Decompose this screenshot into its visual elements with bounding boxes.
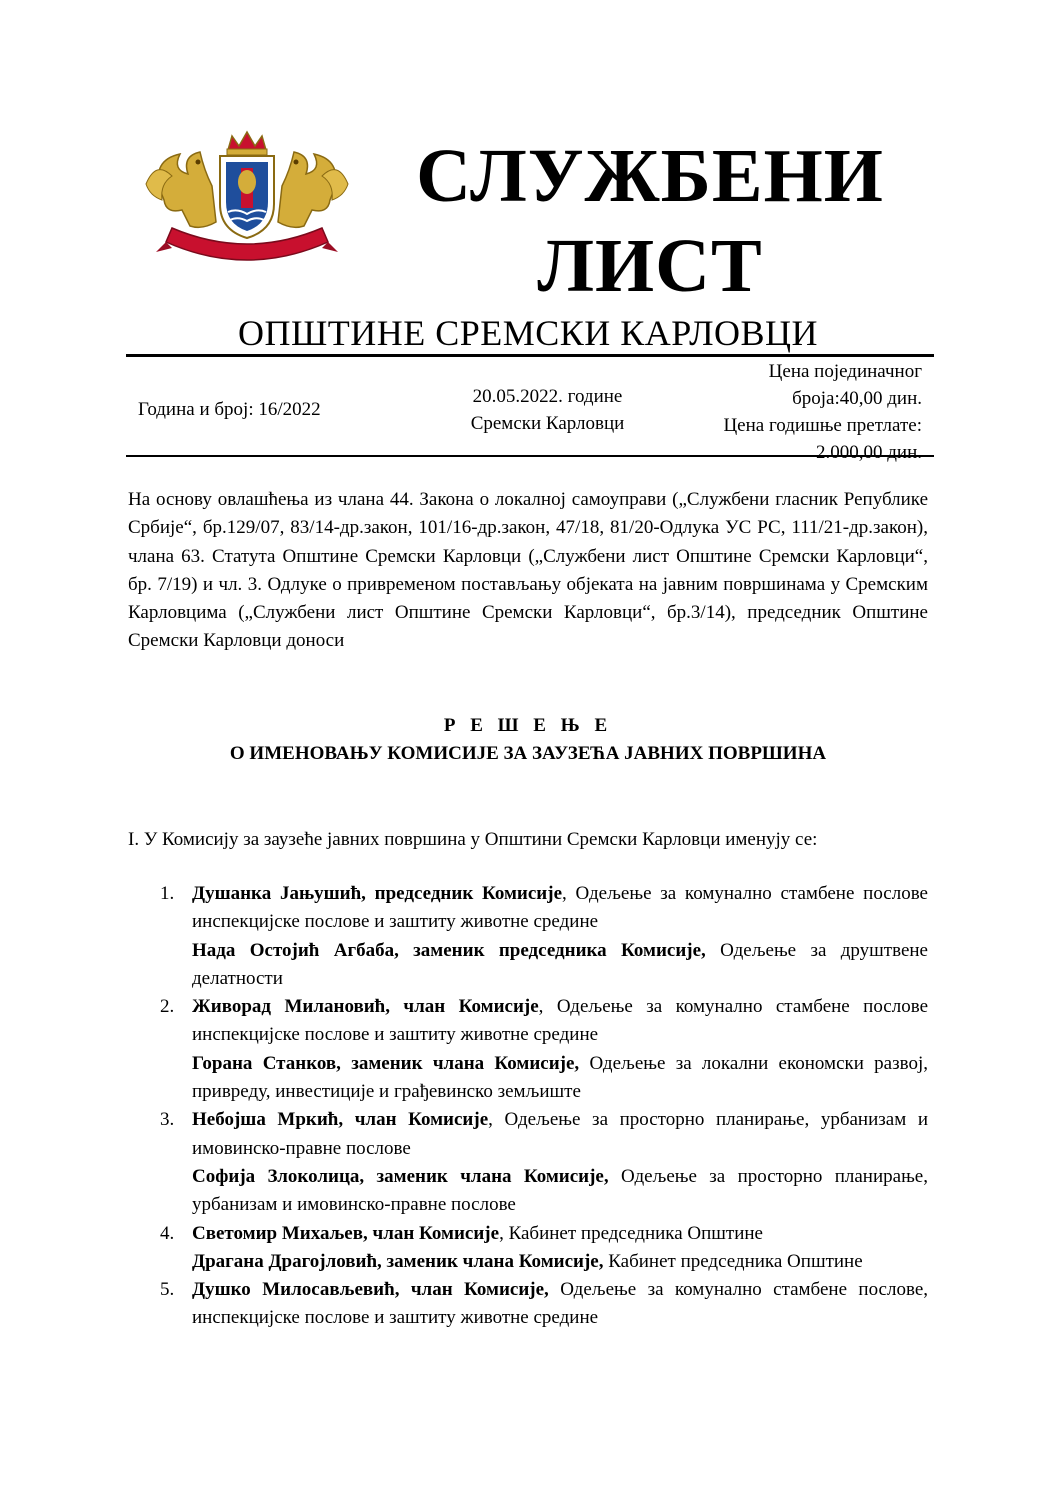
member-line <box>192 1106 928 1163</box>
decision-subheading: О ИМЕНОВАЊУ КОМИСИЈЕ ЗА ЗАУЗЕЋА ЈАВНИХ ПОВРШИНА <box>229 743 827 764</box>
deputy-line <box>192 937 928 994</box>
list-item <box>128 1106 928 1219</box>
member-dept: , Одељење за комунално стамбене послове инспекцијске послове и заштиту животне средине <box>192 996 929 1046</box>
date-place <box>440 383 655 437</box>
section-one-text: I. У Комисију за заузеће јавних површина у Општини Сремски Карловци именују се: <box>128 829 818 850</box>
member-dept: Одељење за комунално стамбене послове, инспекцијске послове и заштиту животне средине <box>192 1279 928 1329</box>
member-dept: , Кабинет председника Општине <box>499 1222 763 1244</box>
deputy-name: Драгана Драгојловић, заменик члана Комисије, <box>192 1250 604 1272</box>
price-annual-line2: 2.000,00 дин. <box>815 442 922 463</box>
deputy-name: Горана Станков, заменик члана Комисије, <box>192 1052 580 1074</box>
price-single-line2: броја:40,00 дин. <box>792 388 922 409</box>
member-name: Светомир Михаљев, члан Комисије <box>192 1222 500 1244</box>
member-name: Душанка Јањушић, председник Комисије <box>192 883 563 904</box>
deputy-dept: Одељење за просторно планирање, урбанизам и имовинско-правне послове <box>192 1165 928 1216</box>
deputy-dept: Одељење за локални економски развој, привреду, инвестиције и грађевинско земљиште <box>192 1052 928 1103</box>
member-name: Душко Милосављевић, члан Комисије, <box>192 1279 549 1301</box>
list-item <box>128 1276 928 1333</box>
gazette-title-line1: СЛУЖБЕНИ <box>416 134 884 218</box>
price-annual-line1: Цена годишње претлате: <box>723 415 922 436</box>
member-line <box>192 993 928 1050</box>
coat-of-arms-icon <box>142 130 352 270</box>
member-line <box>192 1220 928 1248</box>
price-info <box>660 358 922 466</box>
intro-paragraph: На основу овлашћења из члана 44. Закона о локалној самоуправи („Службени гласник Републике Србије“, бр.129/07, 83/14-др.закон, 101/16-др.закон, 47/18, 81/20-Одлука УС РС, 111/21-др.закон), члана 63. Статута Општине Сремски Карловци („Службени лист Општине Сремски Карловци“, бр. 7/19) и чл. 3. Одлуке о привременом постављању објеката на јавним површинама у Сремским Карловцима („Службени лист Општине Сремски Карловци“, бр.3/14), председник Општине Сремски Карловци доноси <box>128 489 928 652</box>
member-name: Небојша Мркић, члан Комисије <box>192 1109 489 1131</box>
issue-place: Сремски Карловци <box>470 413 625 434</box>
list-item <box>128 993 928 1106</box>
members-list <box>128 880 928 1333</box>
deputy-dept: Кабинет председника Општине <box>603 1250 863 1272</box>
deputy-line <box>192 1163 928 1220</box>
member-line <box>192 1276 928 1333</box>
deputy-line <box>192 1248 928 1276</box>
header-rule-bottom <box>126 455 934 457</box>
deputy-line <box>192 1050 928 1107</box>
list-item <box>128 880 928 993</box>
member-dept: , Одељење за просторно планирање, урбанизам и имовинско-правне послове <box>192 1109 928 1159</box>
member-name: Живорад Милановић, члан Комисије <box>192 996 539 1018</box>
gazette-subtitle: ОПШТИНЕ СРЕМСКИ КАРЛОВЦИ <box>237 313 819 353</box>
list-item <box>128 1220 928 1277</box>
item-number: 1. <box>160 883 175 904</box>
year-number: Година и број: 16/2022 <box>138 399 321 420</box>
item-number: 3. <box>160 1109 175 1131</box>
item-number: 4. <box>160 1222 175 1244</box>
item-number: 5. <box>160 1279 175 1301</box>
member-line <box>192 880 928 937</box>
issue-date: 20.05.2022. године <box>472 386 623 407</box>
deputy-name: Софија Злоколица, заменик члана Комисије, <box>192 1165 609 1187</box>
item-number: 2. <box>160 996 175 1018</box>
header-rule-top <box>126 354 934 357</box>
deputy-name: Нада Остојић Агбаба, заменик председника Комисије, <box>192 939 706 961</box>
deputy-dept: Одељење за друштвене делатности <box>192 939 928 989</box>
price-single-line1: Цена појединачног <box>768 361 922 382</box>
gazette-title-line2: ЛИСТ <box>537 224 763 308</box>
member-dept: , Одељење за комунално стамбене послове инспекцијске послове и заштиту животне средине <box>192 883 928 933</box>
decision-heading: Р Е Ш Е Њ Е <box>443 715 613 736</box>
